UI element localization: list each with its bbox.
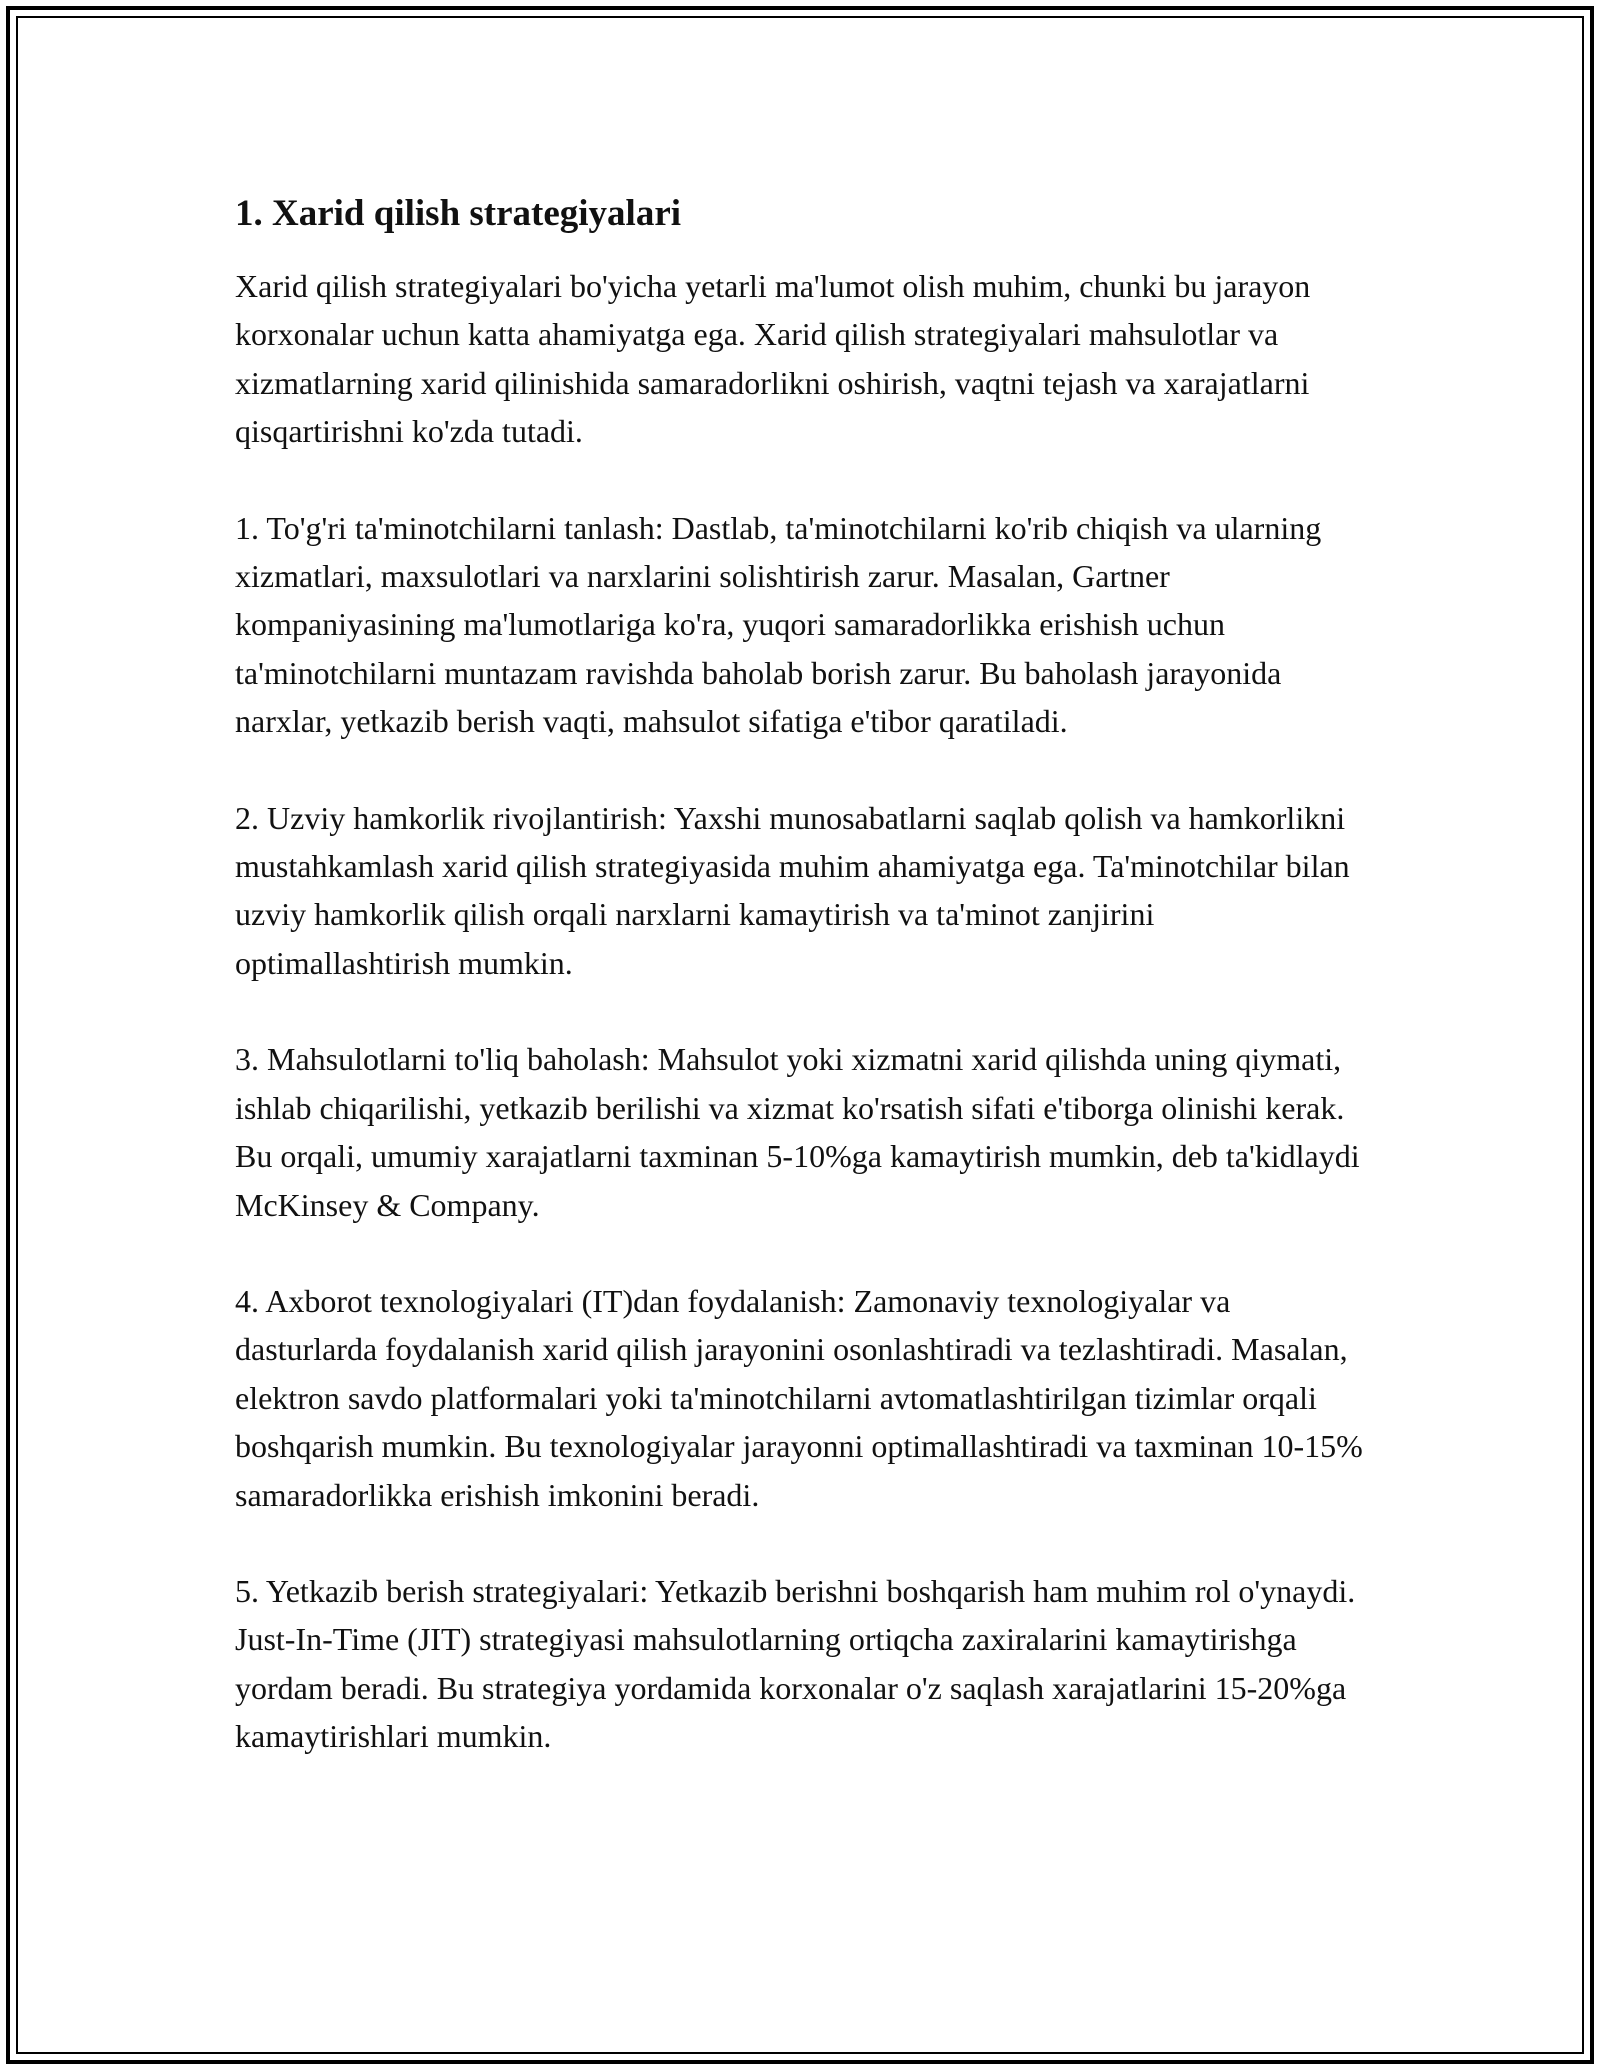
strategy-2-paragraph: 2. Uzviy hamkorlik rivojlantirish: Yaxshi munosabatlarni saqlab qolish va hamkorlikni mustahkamlash xarid qilish strategiyasida muhim ahamiyatga ega. Ta'minotchilar bilan uzviy hamkorlik qilish orqali narxlarni kamaytirish va ta'minot zanjirini optimallashtirish mumkin.: [235, 799, 1350, 981]
document-title: 1. Xarid qilish strategiyalari: [235, 193, 682, 234]
strategy-3-paragraph: 3. Mahsulotlarni to'liq baholash: Mahsulot yoki xizmatni xarid qilishda uning qiymati, ishlab chiqarilishi, yetkazib berilishi va xizmat ko'rsatish sifati e'tiborga olinishi kerak. Bu orqali, umumiy xarajatlarni taxminan 5-10%ga kamaytirish mumkin, deb ta'kidlaydi McKinsey & Company.: [235, 1041, 1360, 1223]
strategy-1-paragraph: 1. To'g'ri ta'minotchilarni tanlash: Dastlab, ta'minotchilarni ko'rib chiqish va ularning xizmatlari, maxsulotlari va narxlarini solishtirish zarur. Masalan, Gartner kompaniyasining ma'lumotlariga ko'ra, yuqori samaradorlikka erishish uchun ta'minotchilarni muntazam ravishda baholab borish zarur. Bu baholash jarayonida narxlar, yetkazib berish vaqti, mahsulot sifatiga e'tibor qaratiladi.: [235, 509, 1322, 740]
strategy-4-paragraph: 4. Axborot texnologiyalari (IT)dan foydalanish: Zamonaviy texnologiyalar va dasturlarda foydalanish xarid qilish jarayonini osonlashtiradi va tezlashtiradi. Masalan, elektron savdo platformalari yoki ta'minotchilarni avtomatlashtirilgan tizimlar orqali boshqarish mumkin. Bu texnologiyalar jarayonni optimallashtiradi va taxminan 10-15% samaradorlikka erishish imkonini beradi.: [235, 1282, 1363, 1513]
document-body: [235, 186, 1365, 1809]
intro-paragraph: Xarid qilish strategiyalari bo'yicha yetarli ma'lumot olish muhim, chunki bu jarayon korxonalar uchun katta ahamiyatga ega. Xarid qilish strategiyalari mahsulotlar va xizmatlarning xarid qilinishida samaradorlikni oshirish, vaqtni tejash va xarajatlarni qisqartirishni ko'zda tutadi.: [235, 268, 1311, 450]
strategy-5-paragraph: 5. Yetkazib berish strategiyalari: Yetkazib berishni boshqarish ham muhim rol o'ynaydi. Just-In-Time (JIT) strategiyasi mahsulotlarning ortiqcha zaxiralarini kamaytirishga yordam beradi. Bu strategiya yordamida korxonalar o'z saqlash xarajatlarini 15-20%ga kamaytirishlari mumkin.: [235, 1572, 1356, 1755]
